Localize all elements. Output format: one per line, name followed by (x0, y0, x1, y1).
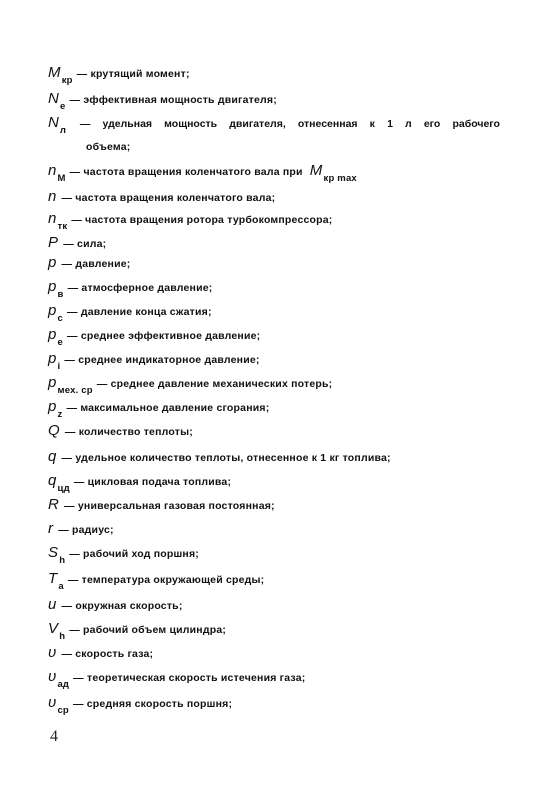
description: — атмосферное давление; (67, 282, 213, 294)
symbol: p (48, 350, 57, 367)
subscript: M (57, 173, 66, 184)
subscript: h (59, 631, 66, 642)
symbol: r (48, 520, 54, 537)
description: — температура окружающей среды; (67, 574, 265, 586)
symbol: q (48, 472, 57, 489)
subscript: h (59, 555, 66, 566)
symbol: υ (48, 694, 57, 711)
symbol: p (48, 326, 57, 343)
subscript: цд (57, 483, 70, 494)
symbol: N (48, 90, 60, 107)
description: — рабочий ход поршня; (69, 548, 199, 560)
subscript: кр (61, 75, 73, 86)
symbol: p (48, 374, 57, 391)
symbol: n (48, 210, 57, 227)
description: — радиус; (58, 524, 114, 536)
description: — эффективная мощность двигателя; (69, 94, 277, 106)
subscript: тк (57, 221, 68, 232)
subscript: е (57, 337, 64, 348)
description: — средняя скорость поршня; (72, 698, 233, 710)
notation-entry (48, 256, 131, 272)
description: — удельное количество теплоты, отнесенное к 1 кг топлива; (61, 452, 391, 464)
notation-entry (48, 472, 232, 494)
notation-entry (48, 598, 183, 614)
description: — окружная скорость; (61, 600, 183, 612)
subscript: z (57, 409, 63, 420)
description: — среднее эффективное давление; (67, 330, 261, 342)
description: — количество теплоты; (64, 426, 193, 438)
description: — максимальное давление сгорания; (66, 402, 270, 414)
symbol: S (48, 544, 59, 561)
notation-entry (48, 278, 213, 300)
subscript: мех. ср (57, 385, 93, 396)
description: — давление; (61, 258, 131, 270)
symbol: n (48, 162, 57, 179)
notation-entry (48, 302, 212, 324)
description: — сила; (63, 238, 107, 250)
notation-entry (48, 374, 333, 396)
symbol: n (48, 188, 57, 205)
notation-entry (48, 398, 270, 420)
description: — частота вращения коленчатого вала; (61, 192, 276, 204)
subscript: е (60, 101, 66, 112)
subscript: с (57, 313, 64, 324)
symbol: M (48, 64, 61, 81)
subscript: в (57, 289, 64, 300)
notation-entry (48, 620, 227, 642)
notation-entry (48, 522, 114, 538)
description: — частота вращения коленчатого вала при (69, 166, 303, 178)
symbol: R (48, 496, 60, 513)
subscript: л (59, 125, 66, 136)
notation-entry (48, 424, 193, 440)
symbol: P (48, 234, 59, 251)
notation-entry (48, 646, 153, 662)
description: — рабочий объем цилиндра; (69, 624, 227, 636)
notation-entry (48, 570, 265, 592)
page-number: 4 (50, 728, 58, 745)
notation-entry (48, 498, 275, 514)
subscript: ср (57, 705, 69, 716)
notation-entry (48, 236, 106, 252)
notation-entry (48, 326, 261, 348)
description: — частота вращения ротора турбокомпрессора; (71, 214, 333, 226)
notation-entry (48, 114, 500, 136)
notation-entry (48, 668, 306, 690)
subscript: ад (57, 679, 70, 690)
symbol: V (48, 620, 59, 637)
description: — теоретическая скорость истечения газа; (73, 672, 306, 684)
notation-entry (48, 190, 275, 206)
subscript: i (57, 361, 61, 372)
description: — среднее давление механических потерь; (96, 378, 333, 390)
notation-entry (48, 162, 357, 184)
notation-entry (48, 64, 190, 86)
symbol: υ (48, 668, 57, 685)
description: — цикловая подача топлива; (73, 476, 232, 488)
symbol: υ (48, 644, 57, 661)
description: — скорость газа; (61, 648, 154, 660)
notation-entry (48, 544, 199, 566)
description: — среднее индикаторное давление; (64, 354, 260, 366)
subscript: a (58, 581, 64, 592)
description: — удельная мощность двигателя, отнесенная к 1 л его рабочего (79, 118, 500, 130)
symbol: u (48, 596, 57, 613)
symbol: M (309, 162, 323, 179)
symbol: q (48, 448, 57, 465)
symbol: p (48, 398, 57, 415)
symbol: Q (48, 422, 60, 439)
symbol: p (48, 254, 57, 271)
description-continuation: объема; (86, 141, 131, 153)
symbol: N (48, 114, 59, 131)
notation-entry (48, 694, 233, 716)
notation-entry (48, 450, 391, 466)
subscript: кр max (323, 173, 357, 184)
symbol: p (48, 278, 57, 295)
notation-entry (48, 210, 333, 232)
description: — давление конца сжатия; (67, 306, 212, 318)
symbol: T (48, 570, 58, 587)
description: — крутящий момент; (76, 68, 190, 80)
notation-entry (48, 350, 260, 372)
symbol: p (48, 302, 57, 319)
description: — универсальная газовая постоянная; (64, 500, 275, 512)
notation-entry (48, 90, 277, 112)
